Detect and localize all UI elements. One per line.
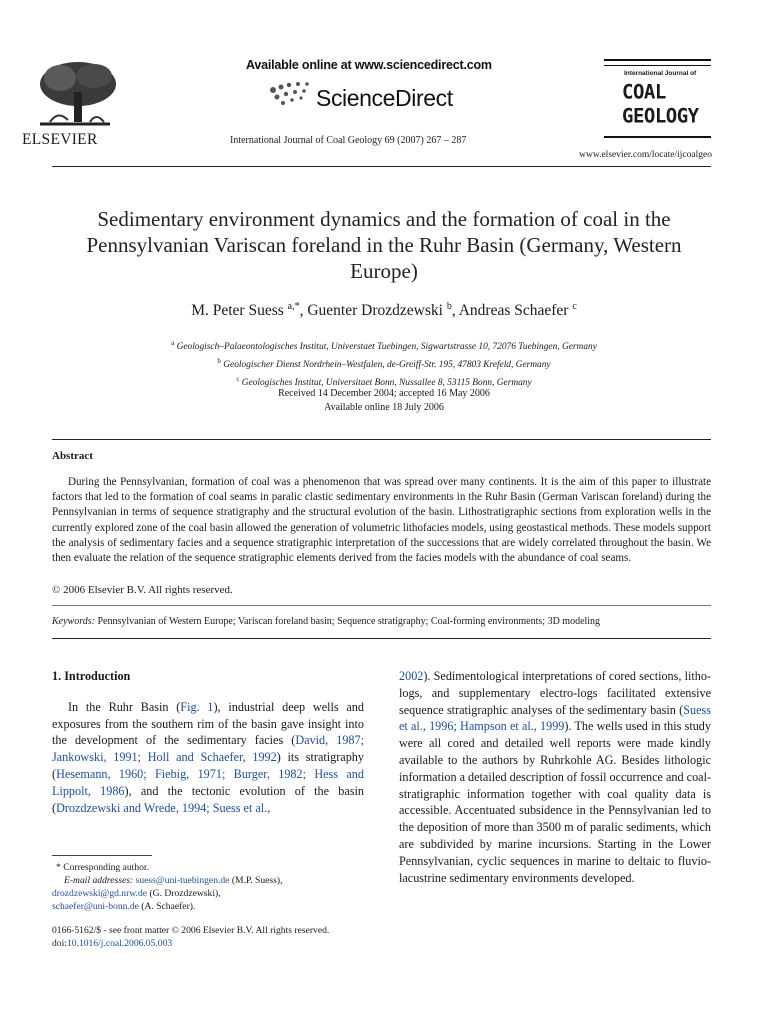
journal-url-link[interactable]: www.elsevier.com/locate/ijcoalgeo (579, 150, 712, 160)
keywords-label: Keywords: (52, 616, 95, 627)
author-name: Guenter Drozdzewski (307, 302, 443, 320)
abstract-body: During the Pennsylvanian, formation of coal was a phenomenon that was spread over many continents. It is the aim of this paper to illustrate factors that led to the formation of coal seams in paralic clastic sedimentary environments in the Ruhr Basin (German Variscan foreland) during the Pennsylvanian in terms of sequence stratigraphy and the structural evolution of the basin. Lithostratigraphic sections from exploration wells in the currently explored zone of the coal basin allowed the generation of volumetric lithofacies models, using geostastical methods. These models support the analysis of sedimentary facies and a sequence stratigraphic interpretation of the successions that are widely correlated throughout the basin. We then evaluate the relation of the sequence stratigraphic elements derived from the facies models with the abundance of coal seams. (52, 476, 711, 565)
affiliation-item: $^c$ Geologisches Institut, Universitaet Bonn, Nussallee 8, 53115 Bonn, Germany (236, 375, 532, 389)
corresponding-author-note: * Corresponding author. (56, 862, 149, 873)
sciencedirect-dots-icon (265, 80, 315, 110)
section-heading: 1. Introduction (52, 669, 131, 683)
left-column (52, 668, 364, 816)
figure-link[interactable]: Fig. 1 (180, 699, 214, 714)
sciencedirect-logo-text: ScienceDirect (316, 85, 453, 111)
citation-link[interactable]: 2002 (399, 669, 424, 683)
doi-link[interactable]: 10.1016/j.coal.2006.05.003 (66, 938, 173, 949)
elsevier-tree-logo (30, 58, 120, 128)
journal-cover-geology: GEOLOGY (622, 104, 699, 128)
author-name: M. Peter Suess (191, 302, 284, 320)
article-dates (60, 387, 708, 414)
available-date: Available online 18 July 2006 (324, 401, 444, 413)
affiliation-list (60, 336, 708, 390)
citation-link[interactable]: Drozdzewski and Wrede, 1994; Suess et al., (56, 800, 271, 815)
affiliation-item: $^a$ Geologisch–Palaeontologisches Institut, Universtaet Tuebingen, Sigwartstrasse 10, 72076 Tuebingen, Germany (171, 339, 597, 353)
abstract-top-divider (52, 439, 711, 440)
footnote: * Corresponding author. E-mail addresses: suess@uni-tuebingen.de (M.P. Suess), drozdzewski@gd.nrw.de (G. Drozdzewski), schaefer@uni-bonn.de (A. Schaefer). (52, 861, 364, 913)
right-column (399, 668, 711, 886)
publisher-wordmark: ELSEVIER (22, 131, 98, 148)
journal-cover-logo (604, 59, 711, 139)
abstract-copyright: © 2006 Elsevier B.V. All rights reserved. (52, 584, 233, 596)
body-divider (52, 638, 711, 639)
email-link[interactable]: suess@uni-tuebingen.de (135, 875, 230, 886)
page-footer: 0166-5162/$ - see front matter © 2006 Elsevier B.V. All rights reserved. doi:10.1016/j.coal.2006.05.003 (52, 925, 330, 949)
header-divider (52, 166, 711, 167)
abstract-heading: Abstract (52, 450, 93, 462)
citation-link[interactable]: Hesemann, 1960; Fiebig, 1971; Burger, 1982; Hess and Lippolt, 1986 (52, 766, 364, 798)
author-affil-marker[interactable]: b (446, 301, 452, 312)
journal-citation: International Journal of Coal Geology 69 (2007) 267 – 287 (230, 135, 467, 146)
issn-line: 0166-5162/$ - see front matter © 2006 Elsevier B.V. All rights reserved. (52, 925, 330, 936)
available-online-text: Available online at www.sciencedirect.com (246, 58, 492, 72)
intro-paragraph-continued: 2002). Sedimentological interpretations of cored sections, litho-logs, and supplementary electro-logs facilitated extensive sequence stratigraphic analyses of the sedimentary basin (Suess et al., 1996; Hampson et al., 1999). The wells used in this study were all cored and detailed well reports were made kindly available to the authors by Ruhrkohle AG. Besides lithologic information a detailed description of fossil occurrence and coal-stratigraphic information together with coal quality data is accessible. Accentuated subsidence in the Pennsylvanian led to the deposition of more than 3500 m of paralic sediments, which are subdivided by marine incursions. Starting in the Lower Pennsylvanian, cyclic sequences in marine to deltaic to fluvio-lacustrine sedimentary environments developed. (399, 669, 712, 885)
author-name: Andreas Schaefer (458, 302, 569, 320)
keywords-divider (52, 605, 711, 606)
journal-cover-small-text: International Journal of (624, 70, 697, 77)
intro-paragraph: In the Ruhr Basin (Fig. 1), industrial deep wells and exposures from the southern rim of the basin gave insight into the development of the sedimentary facies (David, 1987; Jankowski, 1991; Holl and Schaefer, 1992) its stratigraphy (Hesemann, 1960; Fiebig, 1971; Burger, 1982; Hess and Lippolt, 1986), and the tectonic evolution of the basin (Drozdzewski and Wrede, 1994; Suess et al., (52, 699, 365, 815)
author-affil-marker[interactable]: c (572, 301, 577, 312)
citation-link[interactable]: Suess et al., 1996; Hampson et al., 1999 (399, 702, 711, 734)
author-affil-marker[interactable]: a,* (287, 301, 300, 312)
keywords (52, 616, 711, 627)
email-link[interactable]: schaefer@uni-bonn.de (52, 901, 139, 912)
keywords-list: Pennsylvanian of Western Europe; Variscan foreland basin; Sequence stratigraphy; Coal-forming environments; 3D modeling (97, 616, 601, 627)
email-label: E-mail addresses: (64, 875, 134, 886)
affiliation-item: $^b$ Geologischer Dienst Nordrhein–Westfalen, de-Greiff-Str. 195, 47803 Krefeld, Germany (217, 357, 551, 371)
article-title: Sedimentary environment dynamics and the formation of coal in the Pennsylvanian Variscan foreland in the Ruhr Basin (Germany, Western Europe) (86, 207, 682, 283)
journal-cover-coal: COAL (622, 80, 666, 104)
email-link[interactable]: drozdzewski@gd.nrw.de (52, 888, 148, 899)
citation-link[interactable]: David, 1987; Jankowski, 1991; Holl and Schaefer, 1992 (52, 733, 365, 765)
footnote-divider (52, 855, 152, 856)
received-date: Received 14 December 2004; accepted 16 May 2006 (278, 388, 490, 399)
author-list: M. Peter Suess $^{a,*}$, Guenter Drozdzewski $^b$, Andreas Schaefer $^c$ (191, 301, 577, 320)
